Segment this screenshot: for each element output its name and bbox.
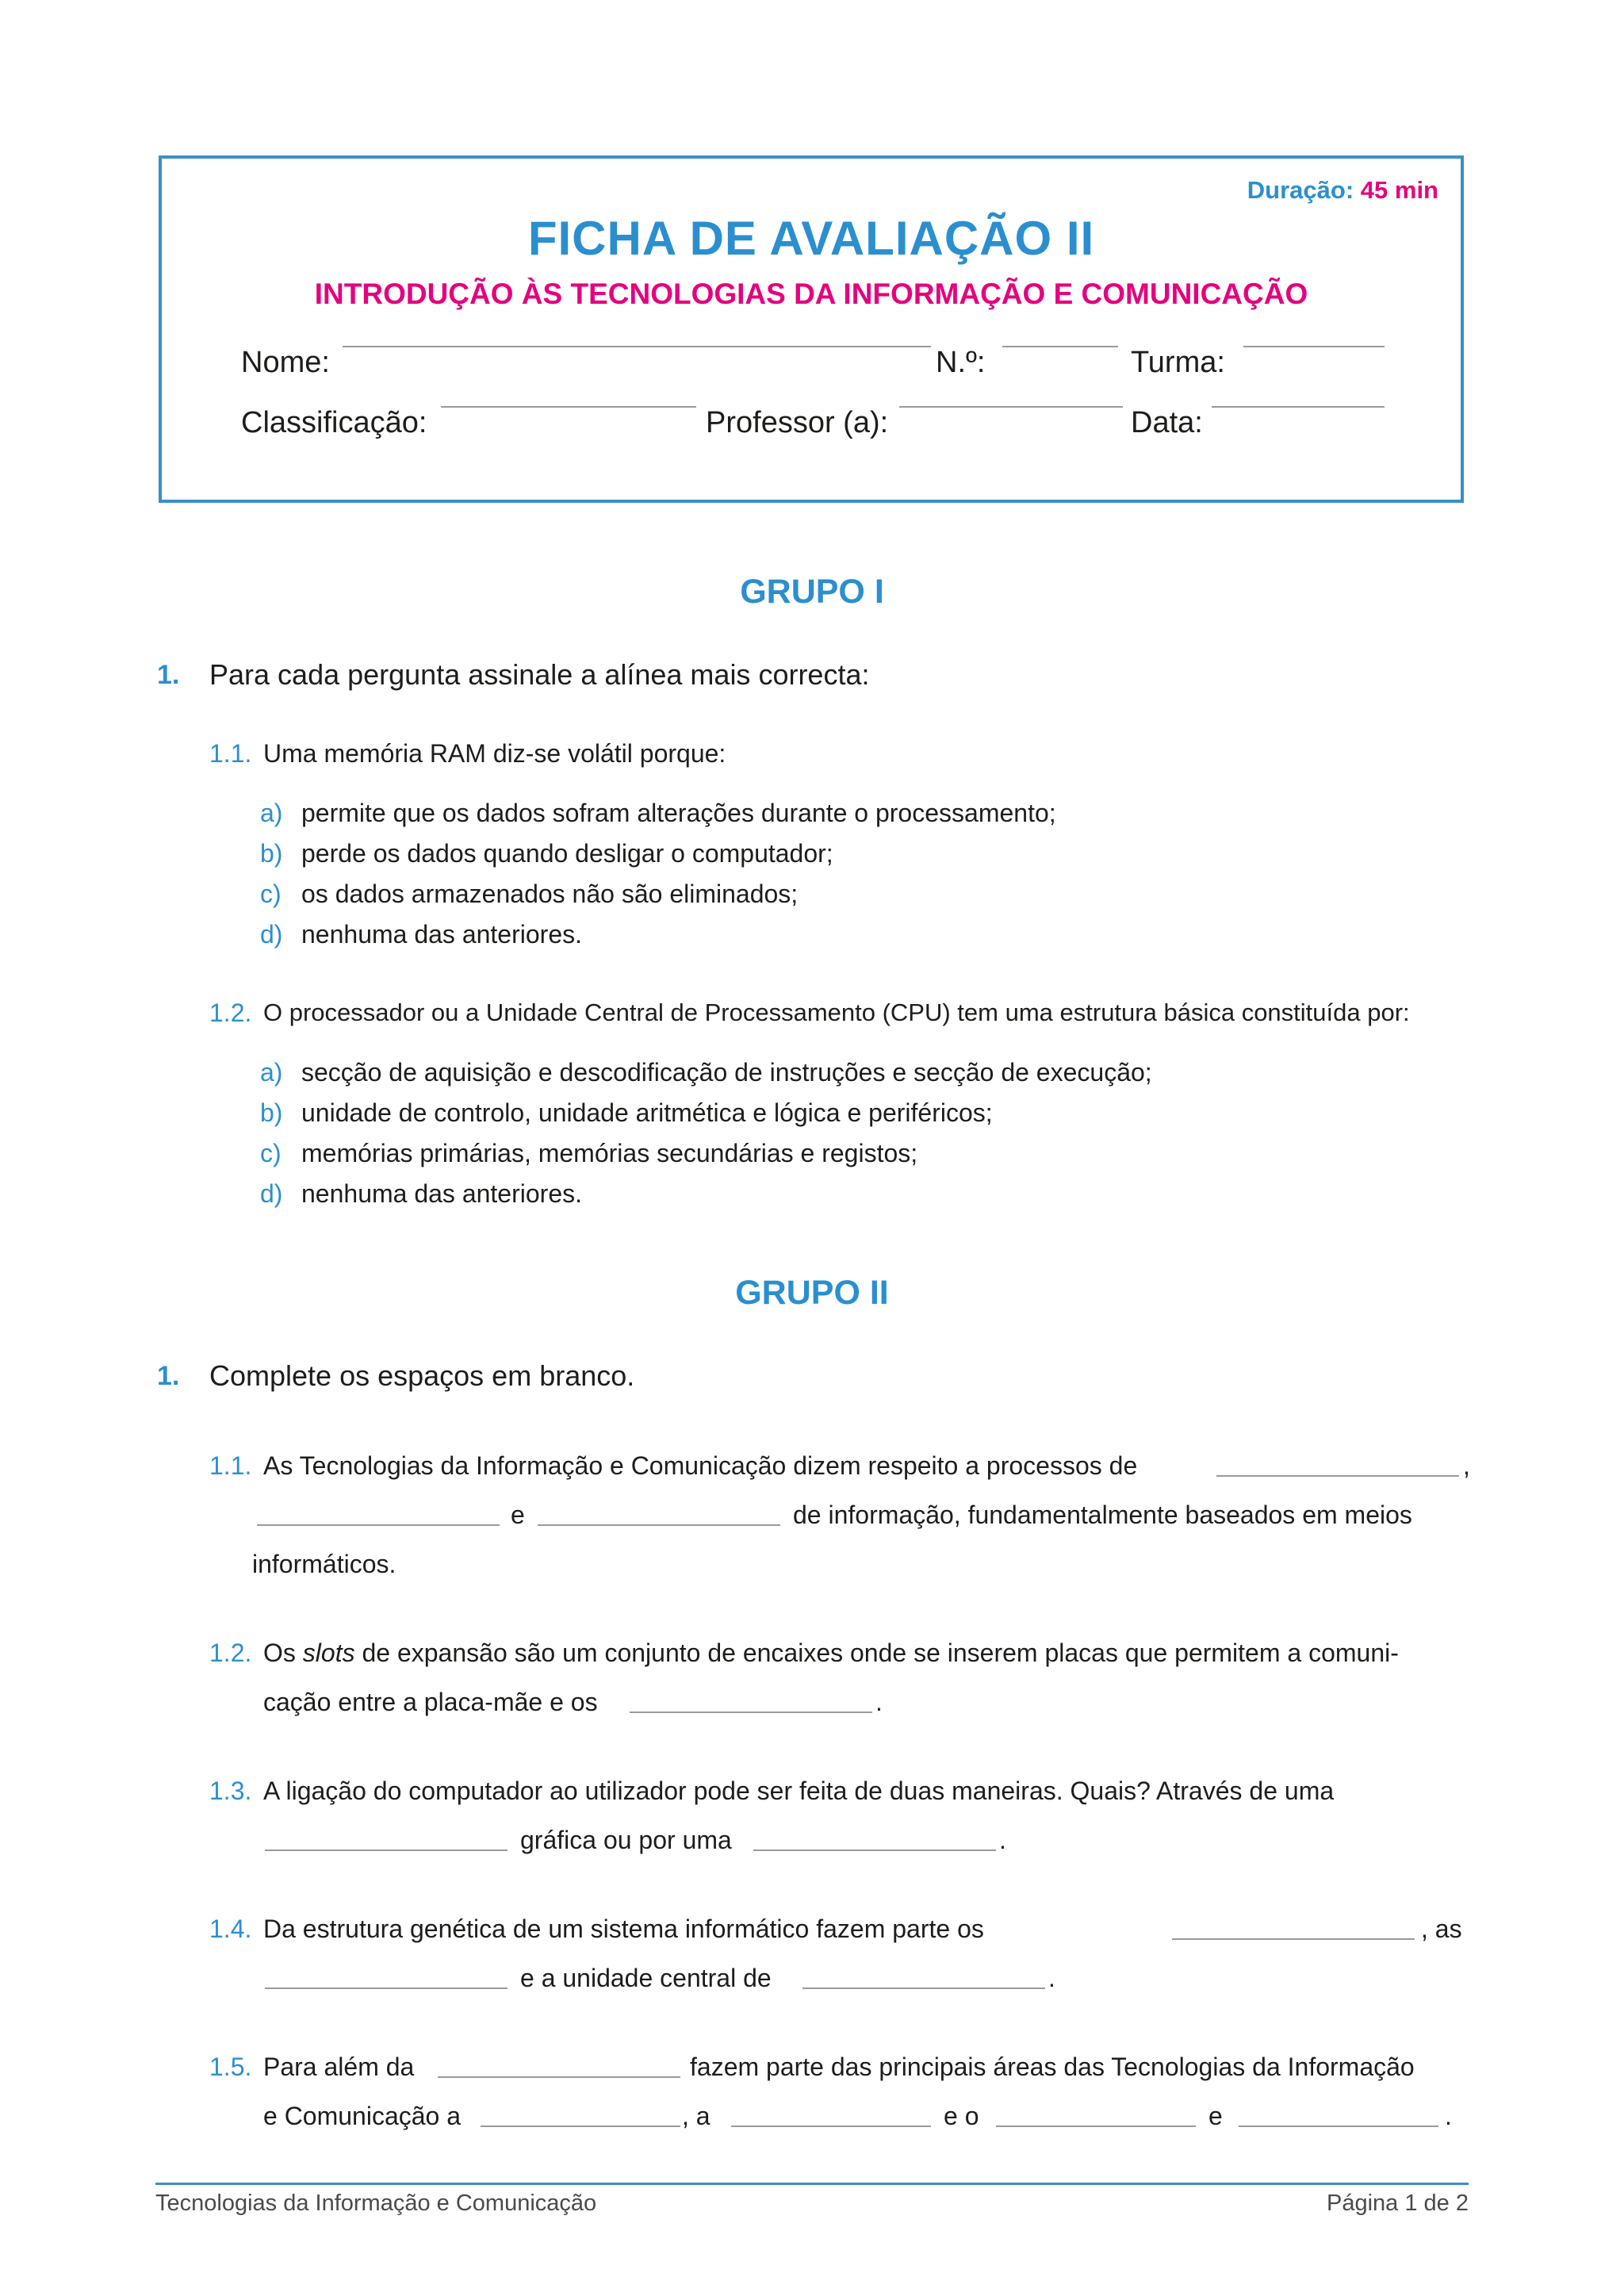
g2-q13-blank-1[interactable] <box>265 1849 508 1851</box>
g1-q11-option-b-text: perde os dados quando desligar o computador; <box>301 839 833 868</box>
class-field[interactable] <box>1243 346 1385 347</box>
g2-q12-number: 1.2. <box>209 1639 252 1667</box>
g2-q12-period: . <box>875 1688 883 1716</box>
g1-q11-number: 1.1. <box>209 739 252 768</box>
g2-q15-eo: e o <box>944 2102 979 2130</box>
g2-q14-period: . <box>1048 1964 1055 1992</box>
g2-q13-mid: gráfica ou por uma <box>520 1826 732 1854</box>
name-label: Nome: <box>241 346 330 379</box>
g2-q11-line2-end: de informação, fundamentalmente baseados em meios <box>793 1501 1412 1529</box>
date-field[interactable] <box>1212 406 1385 408</box>
g1-q12-option-a-text: secção de aquisição e descodificação de instruções e secção de execução; <box>301 1058 1152 1087</box>
g2-q11-line1: As Tecnologias da Informação e Comunicação dizem respeito a processos de <box>263 1451 1138 1480</box>
class-label: Turma: <box>1131 346 1225 379</box>
g2-q12-slots: slots <box>302 1639 355 1667</box>
page-subtitle: INTRODUÇÃO ÀS TECNOLOGIAS DA INFORMAÇÃO E COMUNICAÇÃO <box>314 278 1308 310</box>
g1-q11-text: Uma memória RAM diz-se volátil porque: <box>263 739 726 768</box>
g2-q11-line3: informáticos. <box>252 1550 396 1578</box>
page-title: FICHA DE AVALIAÇÃO II <box>527 212 1095 265</box>
duration-label: Duração: <box>1247 176 1354 204</box>
g2-q14-blank-2[interactable] <box>265 1987 508 1989</box>
g2-q14-mid: e a unidade central de <box>520 1964 772 1992</box>
g2-q11-comma: , <box>1463 1451 1470 1480</box>
g2-q15-number: 1.5. <box>209 2053 252 2081</box>
g2-q12-line2: cação entre a placa-mãe e os <box>263 1688 598 1716</box>
g2-q15-line1-rest: fazem parte das principais áreas das Tecnologias da Informação <box>690 2053 1415 2081</box>
g2-q11-blank-3[interactable] <box>538 1524 780 1526</box>
g2-q11-blank-1[interactable] <box>1216 1475 1459 1477</box>
footer-divider <box>155 2183 1469 2185</box>
g2-q15-blank-4[interactable] <box>996 2125 1196 2127</box>
header-box <box>159 155 1464 503</box>
g2-q11-number: 1.1. <box>209 1451 252 1480</box>
g2-question-1-number: 1. <box>157 1361 180 1391</box>
number-label: N.º: <box>936 346 986 379</box>
g1-q12-number: 1.2. <box>209 999 252 1027</box>
g1-q12-option-c-text: memórias primárias, memórias secundárias e registos; <box>301 1139 918 1167</box>
form-row-2 <box>241 406 1381 446</box>
g2-q15-blank-1[interactable] <box>438 2076 680 2078</box>
g2-q14-blank-3[interactable] <box>802 1987 1045 1989</box>
group-2-title: GRUPO II <box>735 1274 889 1312</box>
g1-question-1-text: Para cada pergunta assinale a alínea mais correcta: <box>209 658 870 691</box>
g1-question-1-number: 1. <box>157 660 180 690</box>
g2-q15-start: Para além da <box>263 2053 415 2081</box>
grade-label: Classificação: <box>241 406 427 439</box>
g2-q12-line1-rest: de expansão são um conjunto de encaixes onde se inserem placas que permitem a comuni- <box>362 1639 1399 1667</box>
g1-q12-option-b-text: unidade de controlo, unidade aritmética e lógica e periféricos; <box>301 1098 993 1127</box>
form-row-1 <box>241 346 1381 385</box>
duration-value: 45 min <box>1360 176 1438 204</box>
g2-q15-blank-5[interactable] <box>1239 2125 1438 2127</box>
g2-q13-number: 1.3. <box>209 1777 252 1805</box>
g2-q13-blank-2[interactable] <box>753 1849 996 1851</box>
g2-q15-blank-3[interactable] <box>731 2125 931 2127</box>
g1-q11-option-a-text: permite que os dados sofram alterações durante o processamento; <box>301 799 1056 827</box>
g2-q14-blank-1[interactable] <box>1172 1938 1415 1940</box>
g1-q11-option-d-text: nenhuma das anteriores. <box>301 920 582 949</box>
g2-q14-line1: Da estrutura genética de um sistema informático fazem parte os <box>263 1915 984 1943</box>
duration <box>1247 176 1438 205</box>
grade-field[interactable] <box>441 406 696 408</box>
group-1-title: GRUPO I <box>740 573 884 611</box>
teacher-field[interactable] <box>899 406 1123 408</box>
date-label: Data: <box>1131 406 1203 439</box>
footer-subject: Tecnologias da Informação e Comunicação <box>155 2191 597 2216</box>
g1-q12-option-c-letter[interactable]: c) <box>260 1139 282 1167</box>
g1-q11-option-d-letter[interactable]: d) <box>260 920 283 949</box>
g1-q12-text: O processador ou a Unidade Central de Processamento (CPU) tem uma estrutura básica constituída por: <box>263 999 1410 1026</box>
g2-q13-period: . <box>999 1826 1006 1854</box>
name-field[interactable] <box>343 346 931 347</box>
g2-q12-blank-1[interactable] <box>630 1711 872 1713</box>
g1-q12-option-a-letter[interactable]: a) <box>260 1058 283 1087</box>
g2-q15-line2-start: e Comunicação a <box>263 2102 462 2130</box>
g2-q12-line1 <box>263 1639 1399 1668</box>
g1-q11-option-b-letter[interactable]: b) <box>260 839 283 868</box>
teacher-label: Professor (a): <box>706 406 889 439</box>
number-field[interactable] <box>1002 346 1118 347</box>
g2-q15-blank-2[interactable] <box>481 2125 680 2127</box>
g2-q15-a: , a <box>682 2102 710 2130</box>
footer-page-number: Página 1 de 2 <box>1327 2191 1469 2216</box>
g2-q12-os: Os <box>263 1639 296 1667</box>
g1-q12-option-d-text: nenhuma das anteriores. <box>301 1179 582 1208</box>
g1-q12-option-d-letter[interactable]: d) <box>260 1179 283 1208</box>
g1-q12-option-b-letter[interactable]: b) <box>260 1098 283 1127</box>
g2-q11-blank-2[interactable] <box>257 1524 500 1526</box>
g1-q11-option-c-letter[interactable]: c) <box>260 880 282 908</box>
g2-q14-as: , as <box>1421 1915 1462 1943</box>
g2-q15-e: e <box>1208 2102 1223 2130</box>
g2-q15-period: . <box>1445 2102 1452 2130</box>
g2-q13-line1: A ligação do computador ao utilizador pode ser feita de duas maneiras. Quais? Através de uma <box>263 1777 1335 1805</box>
g1-q11-option-a-letter[interactable]: a) <box>260 799 283 827</box>
g2-q11-and: e <box>511 1501 525 1529</box>
g2-question-1-text: Complete os espaços em branco. <box>209 1359 635 1392</box>
g2-q14-number: 1.4. <box>209 1915 252 1943</box>
g1-q11-option-c-text: os dados armazenados não são eliminados; <box>301 880 799 908</box>
